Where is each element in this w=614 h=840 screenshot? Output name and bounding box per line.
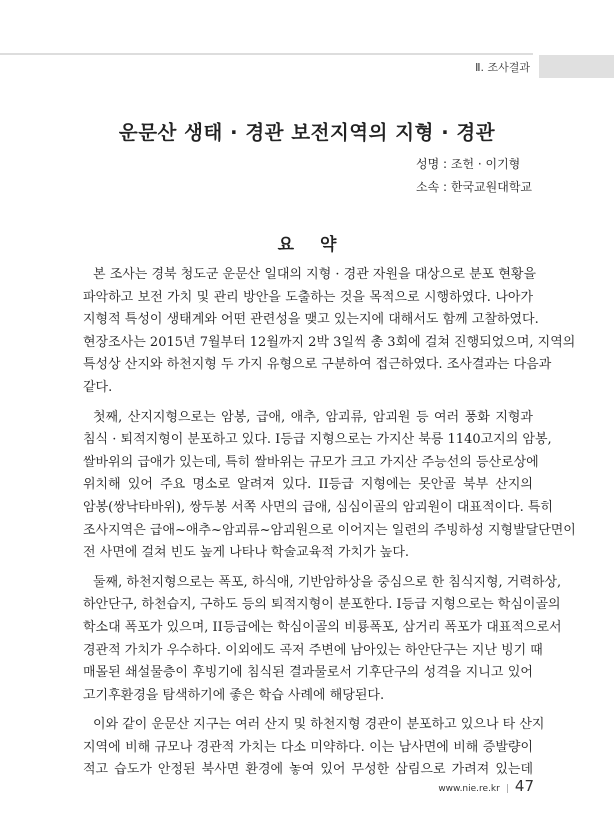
summary-paragraph [83,714,545,782]
paragraph-line: 이와 같이 운문산 지구는 여러 산지 및 하천지형 경관이 분포하고 있으나 타 산지 [93,717,545,733]
footer-separator: | [505,784,509,794]
page-title: 운문산 생태 · 경관 보전지역의 지형 · 경관 [118,121,496,144]
paragraph-line: 적고 습도가 안정된 북사면 환경에 놓여 있어 무성한 삼림으로 가려져 있는데 [83,762,533,778]
paragraph-line: 지형적 특성이 생태계와 어떤 관련성을 맺고 있는지에 대해서도 함께 고찰하였다. [83,312,539,328]
paragraph-line: 매몰된 쇄설물층이 후빙기에 침식된 결과물로서 기후단구의 성격을 지니고 있어 [83,665,533,681]
paragraph-line: 고기후환경을 탐색하기에 좋은 학습 사례에 해당된다. [83,687,385,703]
paragraph-line: 파악하고 보전 가치 및 관리 방안을 도출하는 것을 목적으로 시행하였다. 나아가 [83,289,533,305]
paragraph-line: 학소대 폭포가 있으며, II등급에는 학심이골의 비룡폭포, 삼거리 폭포가 대표적으로서 [83,619,562,635]
summary-heading: 요 약 [277,235,347,255]
summary-paragraph [83,572,562,708]
paragraph-line: 현장조사는 2015년 7월부터 12월까지 2박 3일씩 총 3회에 걸쳐 진행되었으며, 지역의 [83,334,576,350]
author-affiliation: 소속 : 한국교원대학교 [416,180,533,194]
summary-paragraph [83,264,576,400]
paragraph-line: 쌀바위의 급애가 있는데, 특히 쌀바위는 규모가 크고 가지산 주능선의 등산로상에 [83,454,539,470]
paragraph-line: 지역에 비해 규모나 경관적 가치는 다소 미약하다. 이는 남사면에 비해 증발량이 [83,739,533,755]
summary-paragraph [83,407,576,565]
footer-url: www.nie.re.kr [438,784,500,794]
paragraph-line: 전 사면에 걸쳐 빈도 높게 나타나 학술교육적 가치가 높다. [83,545,410,561]
paragraph-line: 특성상 산지와 하천지형 두 가지 유형으로 구분하여 접근하였다. 조사결과는 다음과 [83,357,552,373]
paragraph-line: 같다. [83,379,113,395]
page-footer [438,777,534,795]
section-tab-marker [539,55,614,78]
paragraph-line: 암봉(쌍낙타바위), 쌍두봉 서쪽 사면의 급애, 심심이골의 암괴원이 대표적이다. 특히 [83,499,554,515]
section-label: Ⅱ. 조사결과 [475,61,530,74]
page-number: 47 [514,777,534,795]
summary-body [83,264,576,789]
paragraph-line: 침식 · 퇴적지형이 분포하고 있다. I등급 지형으로는 가지산 북릉 1140고지의 암봉, [83,432,552,448]
paragraph-line: 경관적 가치가 우수하다. 이외에도 곡저 주변에 남아있는 하안단구는 지난 빙기 때 [83,642,543,658]
paragraph-line: 둘째, 하천지형으로는 폭포, 하식애, 기반암하상을 중심으로 한 침식지형, 거력하상, [93,574,562,590]
paragraph-line: 본 조사는 경북 청도군 운문산 일대의 지형 · 경관 자원을 대상으로 분포 현황을 [93,267,537,282]
header-rule [0,53,533,55]
paragraph-line: 조사지역은 급애~애추~암괴류~암괴원으로 이어지는 일련의 주빙하성 지형발달단면이 [83,522,576,538]
author-names: 성명 : 조헌 · 이기형 [416,157,521,171]
paragraph-line: 첫째, 산지지형으로는 암봉, 급애, 애추, 암괴류, 암괴원 등 여러 풍화 지형과 [93,409,533,425]
paragraph-line: 위치해 있어 주요 명소로 알려져 있다. II등급 지형에는 못안골 북부 산지의 [83,477,533,493]
paragraph-line: 하안단구, 하천습지, 구하도 등의 퇴적지형이 분포한다. I등급 지형으로는 학심이골의 [83,597,561,613]
